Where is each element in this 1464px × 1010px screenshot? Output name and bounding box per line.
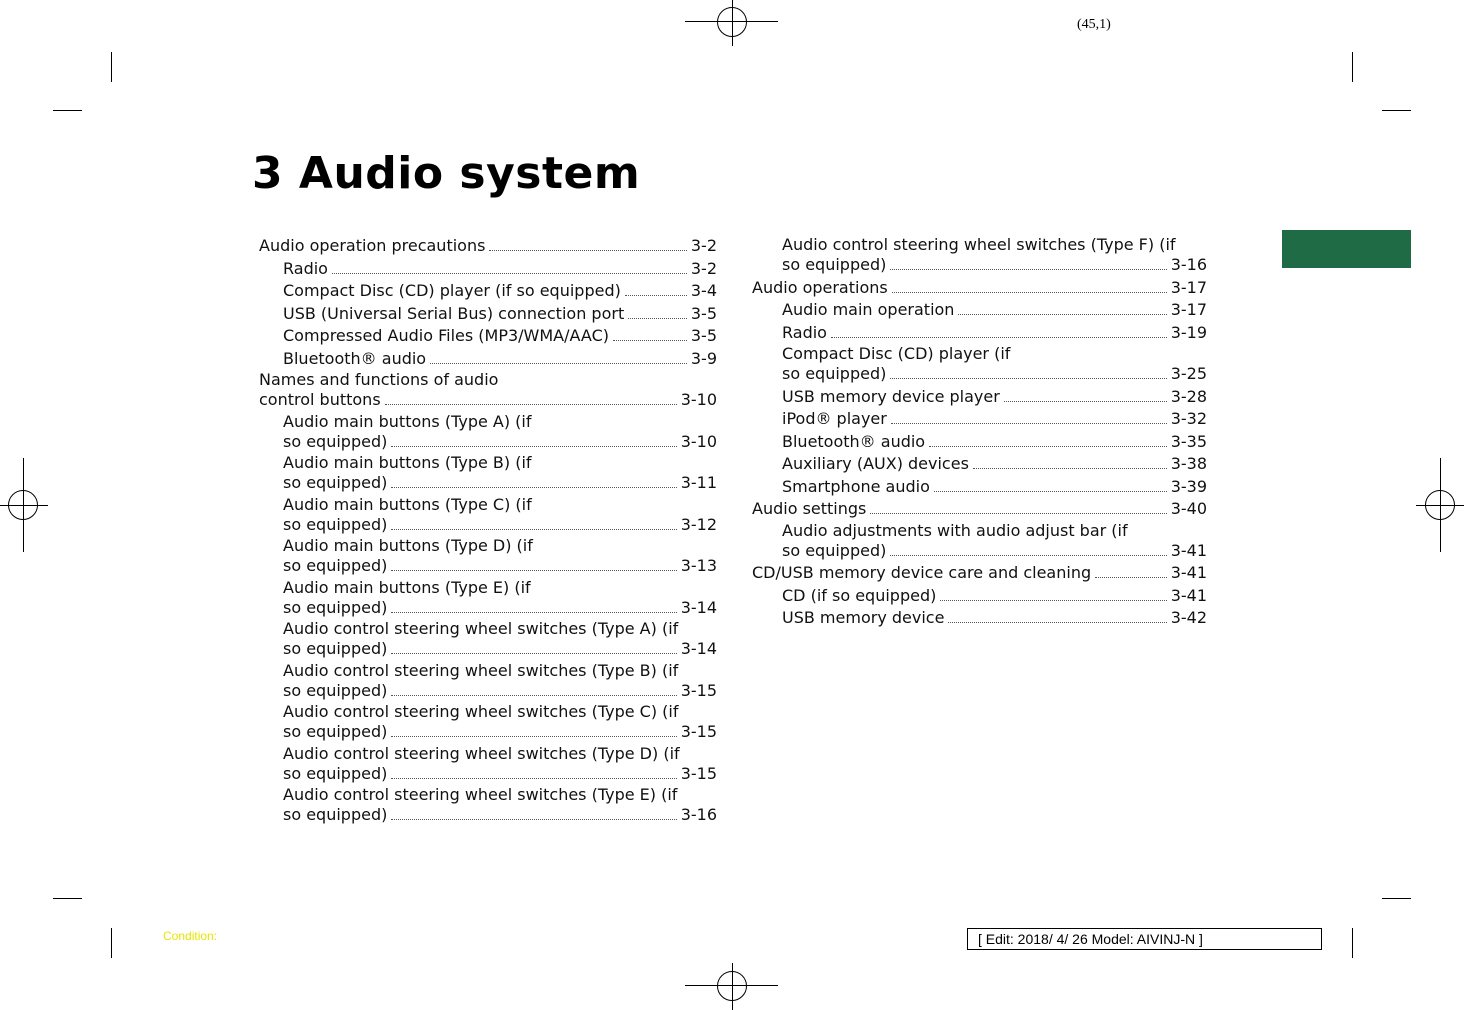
toc-entry-title: so equipped) bbox=[283, 680, 388, 700]
toc-page-number: 3-32 bbox=[1170, 409, 1207, 428]
toc-entry-title-line: Audio control steering wheel switches (Type A) (if bbox=[283, 619, 679, 638]
toc-entry-title-line: Audio main buttons (Type A) (if bbox=[283, 411, 532, 431]
toc-leader-dots bbox=[391, 736, 676, 737]
toc-page-number: 3-16 bbox=[1170, 255, 1207, 274]
footer-condition: Condition: bbox=[163, 929, 218, 943]
toc-entry[interactable] bbox=[259, 280, 717, 303]
chapter-tab bbox=[1282, 230, 1411, 268]
toc-entry-title: so equipped) bbox=[283, 431, 388, 451]
toc-entry-title-line: Audio main buttons (Type D) (if bbox=[283, 536, 533, 555]
toc-entry[interactable] bbox=[752, 408, 1207, 431]
toc-entry[interactable] bbox=[259, 619, 717, 661]
toc-leader-dots bbox=[1095, 577, 1167, 578]
toc-leader-dots bbox=[628, 318, 687, 319]
toc-entry-title-line: Audio main buttons (Type E) (if bbox=[283, 577, 531, 597]
toc-entry-title: Compressed Audio Files (MP3/WMA/AAC) bbox=[283, 326, 609, 345]
toc-entry-title: so equipped) bbox=[283, 473, 388, 492]
toc-page-number: 3-38 bbox=[1170, 454, 1207, 473]
toc-page-number: 3-10 bbox=[680, 431, 717, 451]
toc-leader-dots bbox=[332, 273, 687, 274]
toc-leader-dots bbox=[613, 340, 687, 341]
toc-leader-dots bbox=[391, 446, 676, 447]
toc-leader-dots bbox=[625, 295, 687, 296]
toc-entry-title-line: Audio control steering wheel switches (Type C) (if bbox=[283, 702, 679, 721]
toc-entry[interactable] bbox=[752, 386, 1207, 409]
toc-leader-dots bbox=[940, 600, 1166, 601]
toc-entry[interactable] bbox=[752, 585, 1207, 608]
toc-leader-dots bbox=[391, 653, 676, 654]
toc-leader-dots bbox=[391, 778, 676, 779]
toc-entry-title: CD (if so equipped) bbox=[782, 585, 937, 605]
toc-entry-title: control buttons bbox=[259, 390, 381, 409]
toc-leader-dots bbox=[391, 487, 676, 488]
toc-page-number: 3-15 bbox=[680, 722, 717, 741]
toc-entry-title-line: Names and functions of audio bbox=[259, 370, 499, 389]
toc-entry-title: USB (Universal Serial Bus) connection port bbox=[283, 303, 625, 323]
toc-page-number: 3-5 bbox=[690, 303, 717, 323]
toc-entry[interactable] bbox=[259, 495, 717, 537]
toc-leader-dots bbox=[870, 513, 1166, 514]
toc-entry[interactable] bbox=[259, 785, 717, 827]
toc-entry[interactable] bbox=[752, 299, 1207, 322]
toc-entry-title: Radio bbox=[283, 258, 328, 278]
toc-entry[interactable] bbox=[259, 702, 717, 744]
toc-leader-dots bbox=[831, 337, 1167, 338]
toc-entry-title: Smartphone audio bbox=[782, 476, 930, 496]
toc-entry[interactable] bbox=[259, 325, 717, 348]
toc-entry[interactable] bbox=[752, 562, 1207, 585]
toc-entry-title: Compact Disc (CD) player (if so equipped) bbox=[283, 281, 621, 300]
toc-entry[interactable] bbox=[752, 453, 1207, 476]
toc-left-column bbox=[259, 235, 717, 827]
toc-entry[interactable] bbox=[259, 453, 717, 495]
toc-entry[interactable] bbox=[259, 348, 717, 371]
toc-entry[interactable] bbox=[259, 258, 717, 281]
toc-entry[interactable] bbox=[259, 744, 717, 786]
toc-entry-title: USB memory device player bbox=[782, 386, 1000, 406]
toc-entry-title: so equipped) bbox=[283, 597, 388, 617]
toc-page-number: 3-11 bbox=[680, 473, 717, 492]
toc-leader-dots bbox=[391, 529, 676, 530]
toc-page-number: 3-15 bbox=[680, 680, 717, 700]
toc-entry-title-line: Audio control steering wheel switches (Type E) (if bbox=[283, 785, 678, 804]
toc-page-number: 3-15 bbox=[680, 763, 717, 783]
toc-entry-title: Bluetooth® audio bbox=[782, 431, 926, 451]
footer-edit-info: [ Edit: 2018/ 4/ 26 Model: AIVINJ-N ] bbox=[967, 928, 1322, 950]
toc-entry-title: CD/USB memory device care and cleaning bbox=[752, 563, 1092, 582]
toc-entry-title: Audio operations bbox=[752, 277, 888, 297]
toc-entry[interactable] bbox=[259, 235, 717, 258]
toc-entry[interactable] bbox=[752, 344, 1207, 386]
toc-page-number: 3-10 bbox=[680, 390, 717, 409]
toc-entry-title-line: Compact Disc (CD) player (if bbox=[782, 344, 1011, 363]
toc-page-number: 3-2 bbox=[690, 236, 717, 255]
toc-leader-dots bbox=[890, 378, 1166, 379]
toc-entry[interactable] bbox=[259, 412, 717, 454]
toc-entry-title: USB memory device bbox=[782, 608, 945, 627]
toc-entry-title-line: Audio control steering wheel switches (Type F) (if bbox=[782, 235, 1176, 254]
toc-entry-title-line: Audio adjustments with audio adjust bar (if bbox=[782, 520, 1128, 540]
toc-leader-dots bbox=[973, 468, 1167, 469]
toc-leader-dots bbox=[391, 819, 676, 820]
toc-leader-dots bbox=[391, 695, 676, 696]
page-number: (45,1) bbox=[1077, 17, 1111, 32]
toc-leader-dots bbox=[890, 555, 1166, 556]
toc-page-number: 3-14 bbox=[680, 639, 717, 658]
toc-page-number: 3-5 bbox=[690, 326, 717, 345]
toc-entry[interactable] bbox=[752, 607, 1207, 630]
toc-entry-title: so equipped) bbox=[283, 722, 388, 741]
toc-entry-title: so equipped) bbox=[283, 639, 388, 658]
chapter-title: 3 Audio system bbox=[252, 148, 641, 199]
toc-entry[interactable] bbox=[752, 235, 1207, 277]
toc-entry-title: Audio main operation bbox=[782, 300, 955, 319]
toc-page-number: 3-17 bbox=[1170, 300, 1207, 319]
toc-page-number: 3-12 bbox=[680, 514, 717, 534]
toc-entry[interactable] bbox=[752, 476, 1207, 499]
toc-page-number: 3-4 bbox=[690, 281, 717, 300]
toc-leader-dots bbox=[948, 622, 1166, 623]
toc-entry-title: so equipped) bbox=[283, 763, 388, 783]
toc-page-number: 3-28 bbox=[1170, 386, 1207, 406]
toc-entry[interactable] bbox=[259, 661, 717, 703]
toc-leader-dots bbox=[934, 491, 1167, 492]
toc-page-number: 3-16 bbox=[680, 805, 717, 824]
toc-entry-title-line: Audio main buttons (Type B) (if bbox=[283, 453, 532, 472]
toc-leader-dots bbox=[391, 612, 676, 613]
toc-page-number: 3-42 bbox=[1170, 608, 1207, 627]
toc-leader-dots bbox=[489, 250, 686, 251]
toc-entry-title-line: Audio main buttons (Type C) (if bbox=[283, 494, 532, 514]
toc-entry-title: so equipped) bbox=[283, 556, 388, 575]
toc-leader-dots bbox=[1004, 401, 1167, 402]
toc-entry-title: Audio settings bbox=[752, 499, 867, 518]
toc-page-number: 3-41 bbox=[1170, 540, 1207, 560]
toc-entry-title: Radio bbox=[782, 322, 827, 342]
toc-leader-dots bbox=[385, 404, 677, 405]
toc-page-number: 3-39 bbox=[1170, 476, 1207, 496]
toc-entry-title: so equipped) bbox=[782, 255, 887, 274]
toc-entry[interactable] bbox=[752, 521, 1207, 563]
toc-page-number: 3-14 bbox=[680, 597, 717, 617]
toc-right-column bbox=[752, 235, 1207, 630]
toc-page-number: 3-17 bbox=[1170, 277, 1207, 297]
toc-leader-dots bbox=[430, 363, 687, 364]
toc-entry-title: Auxiliary (AUX) devices bbox=[782, 454, 969, 473]
toc-entry[interactable] bbox=[259, 303, 717, 326]
toc-leader-dots bbox=[891, 423, 1167, 424]
toc-entry[interactable] bbox=[259, 536, 717, 578]
toc-leader-dots bbox=[929, 446, 1167, 447]
toc-entry[interactable] bbox=[259, 578, 717, 620]
toc-entry-title: so equipped) bbox=[283, 805, 388, 824]
toc-entry-title: Audio operation precautions bbox=[259, 236, 486, 255]
toc-page-number: 3-35 bbox=[1170, 431, 1207, 451]
toc-entry[interactable] bbox=[752, 498, 1207, 521]
toc-entry[interactable] bbox=[259, 370, 717, 412]
toc-entry-title: Bluetooth® audio bbox=[283, 348, 427, 368]
toc-page-number: 3-13 bbox=[680, 556, 717, 575]
toc-page-number: 3-2 bbox=[690, 258, 717, 278]
toc-entry[interactable] bbox=[752, 322, 1207, 345]
toc-leader-dots bbox=[890, 269, 1166, 270]
toc-entry-title: so equipped) bbox=[782, 364, 887, 383]
toc-page-number: 3-41 bbox=[1170, 563, 1207, 582]
toc-leader-dots bbox=[958, 314, 1166, 315]
toc-entry-title: so equipped) bbox=[782, 540, 887, 560]
toc-entry-title-line: Audio control steering wheel switches (Type D) (if bbox=[283, 743, 680, 763]
toc-page-number: 3-25 bbox=[1170, 364, 1207, 383]
toc-entry-title: iPod® player bbox=[782, 409, 887, 428]
toc-entry-title-line: Audio control steering wheel switches (Type B) (if bbox=[283, 660, 679, 680]
toc-leader-dots bbox=[892, 292, 1167, 293]
toc-entry-title: so equipped) bbox=[283, 514, 388, 534]
toc-entry[interactable] bbox=[752, 277, 1207, 300]
toc-page-number: 3-41 bbox=[1170, 585, 1207, 605]
toc-page-number: 3-9 bbox=[690, 348, 717, 368]
toc-page-number: 3-40 bbox=[1170, 499, 1207, 518]
toc-page-number: 3-19 bbox=[1170, 322, 1207, 342]
toc-entry[interactable] bbox=[752, 431, 1207, 454]
toc-leader-dots bbox=[391, 570, 676, 571]
